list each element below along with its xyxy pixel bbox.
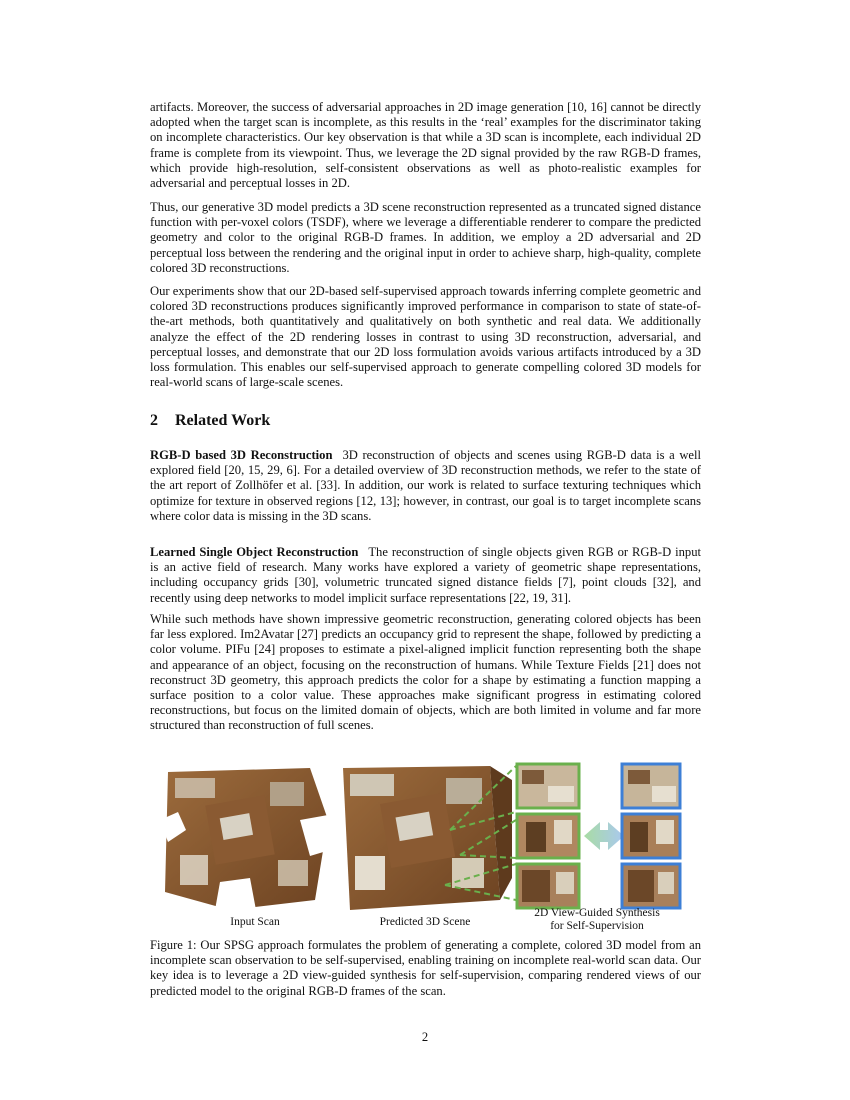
original-frames-column bbox=[622, 764, 680, 908]
section-heading bbox=[150, 412, 270, 430]
input-scan-image bbox=[160, 768, 330, 910]
figure-1 bbox=[160, 760, 690, 935]
predicted-scene-label: Predicted 3D Scene bbox=[379, 916, 471, 928]
figure-caption: Figure 1: Our SPSG approach formulates the problem of generating a complete, colored 3D model from an incomplete scan observation to be self-supervised, enabling training on incomplete real-world scan data. Our key idea is to leverage a 2D view-guided synthesis for self-supervision, comparing rendered views of our predicted model to the original RGB-D frames of the scan. bbox=[150, 938, 701, 998]
rgbd-paragraph bbox=[150, 448, 701, 524]
lsor-paragraph bbox=[150, 545, 701, 606]
intro-paragraph-1: artifacts. Moreover, the success of adversarial approaches in 2D image generation [10, 16] cannot be directly adopted when the target scan is incomplete, as this results in the ‘real’ examples for the discriminator taking on incomplete characteristics. Our key observation is that while a 3D scan is incomplete, each individual 2D frame is complete from its viewpoint. Thus, we leverage the 2D signal provided by the raw RGB-D frames, which provide high-resolution, self-consistent observations as well as photo-realistic examples for adversarial and perceptual losses in 2D. bbox=[150, 100, 701, 191]
related-paragraph-colored-objects: While such methods have shown impressive geometric reconstruction, generating colored objects has been far less explored. Im2Avatar [27] predicts an occupancy grid to represent the shape, followed by predicting a color volume. PIFu [24] proposes to estimate a pixel-aligned implicit function representing both the shape and appearance of an object, focusing on the reconstruction of humans. While Texture Fields [21] does not reconstruct 3D geometry, this approach predicts the color for a shape by estimating a function mapping a surface position to a color value. These approaches make significant progress in estimating colored reconstructions, but focus on the limited domain of objects, which are both limited in volume and far more structured than reconstruction of full scenes. bbox=[150, 612, 701, 733]
rgbd-text: 3D reconstruction of objects and scenes using RGB-D data is a well explored field [20, 15, 29, 6]. For a detailed overview of 3D reconstruction methods, we refer to the state of the art report of Zollhöfer et al. [33]. In addition, our work is related to surface texturing techniques which optimize for texture in observed regions [12, 13]; however, in contrast, our goal is to target incomplete scans where color data is missing in the 3D scans. bbox=[150, 448, 701, 523]
lsor-text: The reconstruction of single objects given RGB or RGB-D input is an active field of research. Many works have explored a variety of geometric shape representations, including occupancy grids [30], volumetric truncated signed distance fields [7], point clouds [32], and recently using deep networks to model implicit surface representations [22, 19, 31]. bbox=[150, 545, 701, 605]
rgbd-heading: RGB-D based 3D Reconstruction bbox=[150, 448, 333, 462]
view-synthesis-label-line2: for Self-Supervision bbox=[550, 920, 644, 932]
rendered-views-column bbox=[517, 764, 579, 908]
intro-paragraph-3: Our experiments show that our 2D-based self-supervised approach towards inferring complete geometric and colored 3D reconstructions produces significantly improved performance in comparison to state of state-of-the-art methods, both quantitatively and qualitatively on both synthetic and real data. We additionally analyze the effect of the 2D rendering losses in contrast to using 3D reconstruction, adversarial, and perceptual losses, and demonstrate that our 2D loss formulation avoids various artifacts introduced by a 3D loss formulation. This enables our self-supervised approach to generate compelling colored 3D models for real-world scans of large-scale scenes. bbox=[150, 284, 701, 390]
lsor-heading: Learned Single Object Reconstruction bbox=[150, 545, 359, 559]
comparison-arrow bbox=[584, 822, 624, 850]
view-synthesis-label-line1: 2D View-Guided Synthesis bbox=[534, 907, 660, 919]
figure-illustration bbox=[160, 760, 690, 910]
section-number: 2 bbox=[150, 412, 158, 429]
intro-paragraph-2: Thus, our generative 3D model predicts a 3D scene reconstruction represented as a truncated signed distance function with per-voxel colors (TSDF), where we leverage a differentiable renderer to compare the predicted geometry and color to the original RGB-D frames. In addition, we employ a 2D adversarial and 2D perceptual loss between the rendering and the original input in order to achieve sharp, high-quality, complete colored 3D reconstructions. bbox=[150, 200, 701, 275]
section-title: Related Work bbox=[175, 412, 271, 429]
page-number: 2 bbox=[421, 1030, 429, 1044]
view-synthesis-label bbox=[512, 907, 682, 933]
input-scan-label: Input Scan bbox=[230, 916, 280, 928]
